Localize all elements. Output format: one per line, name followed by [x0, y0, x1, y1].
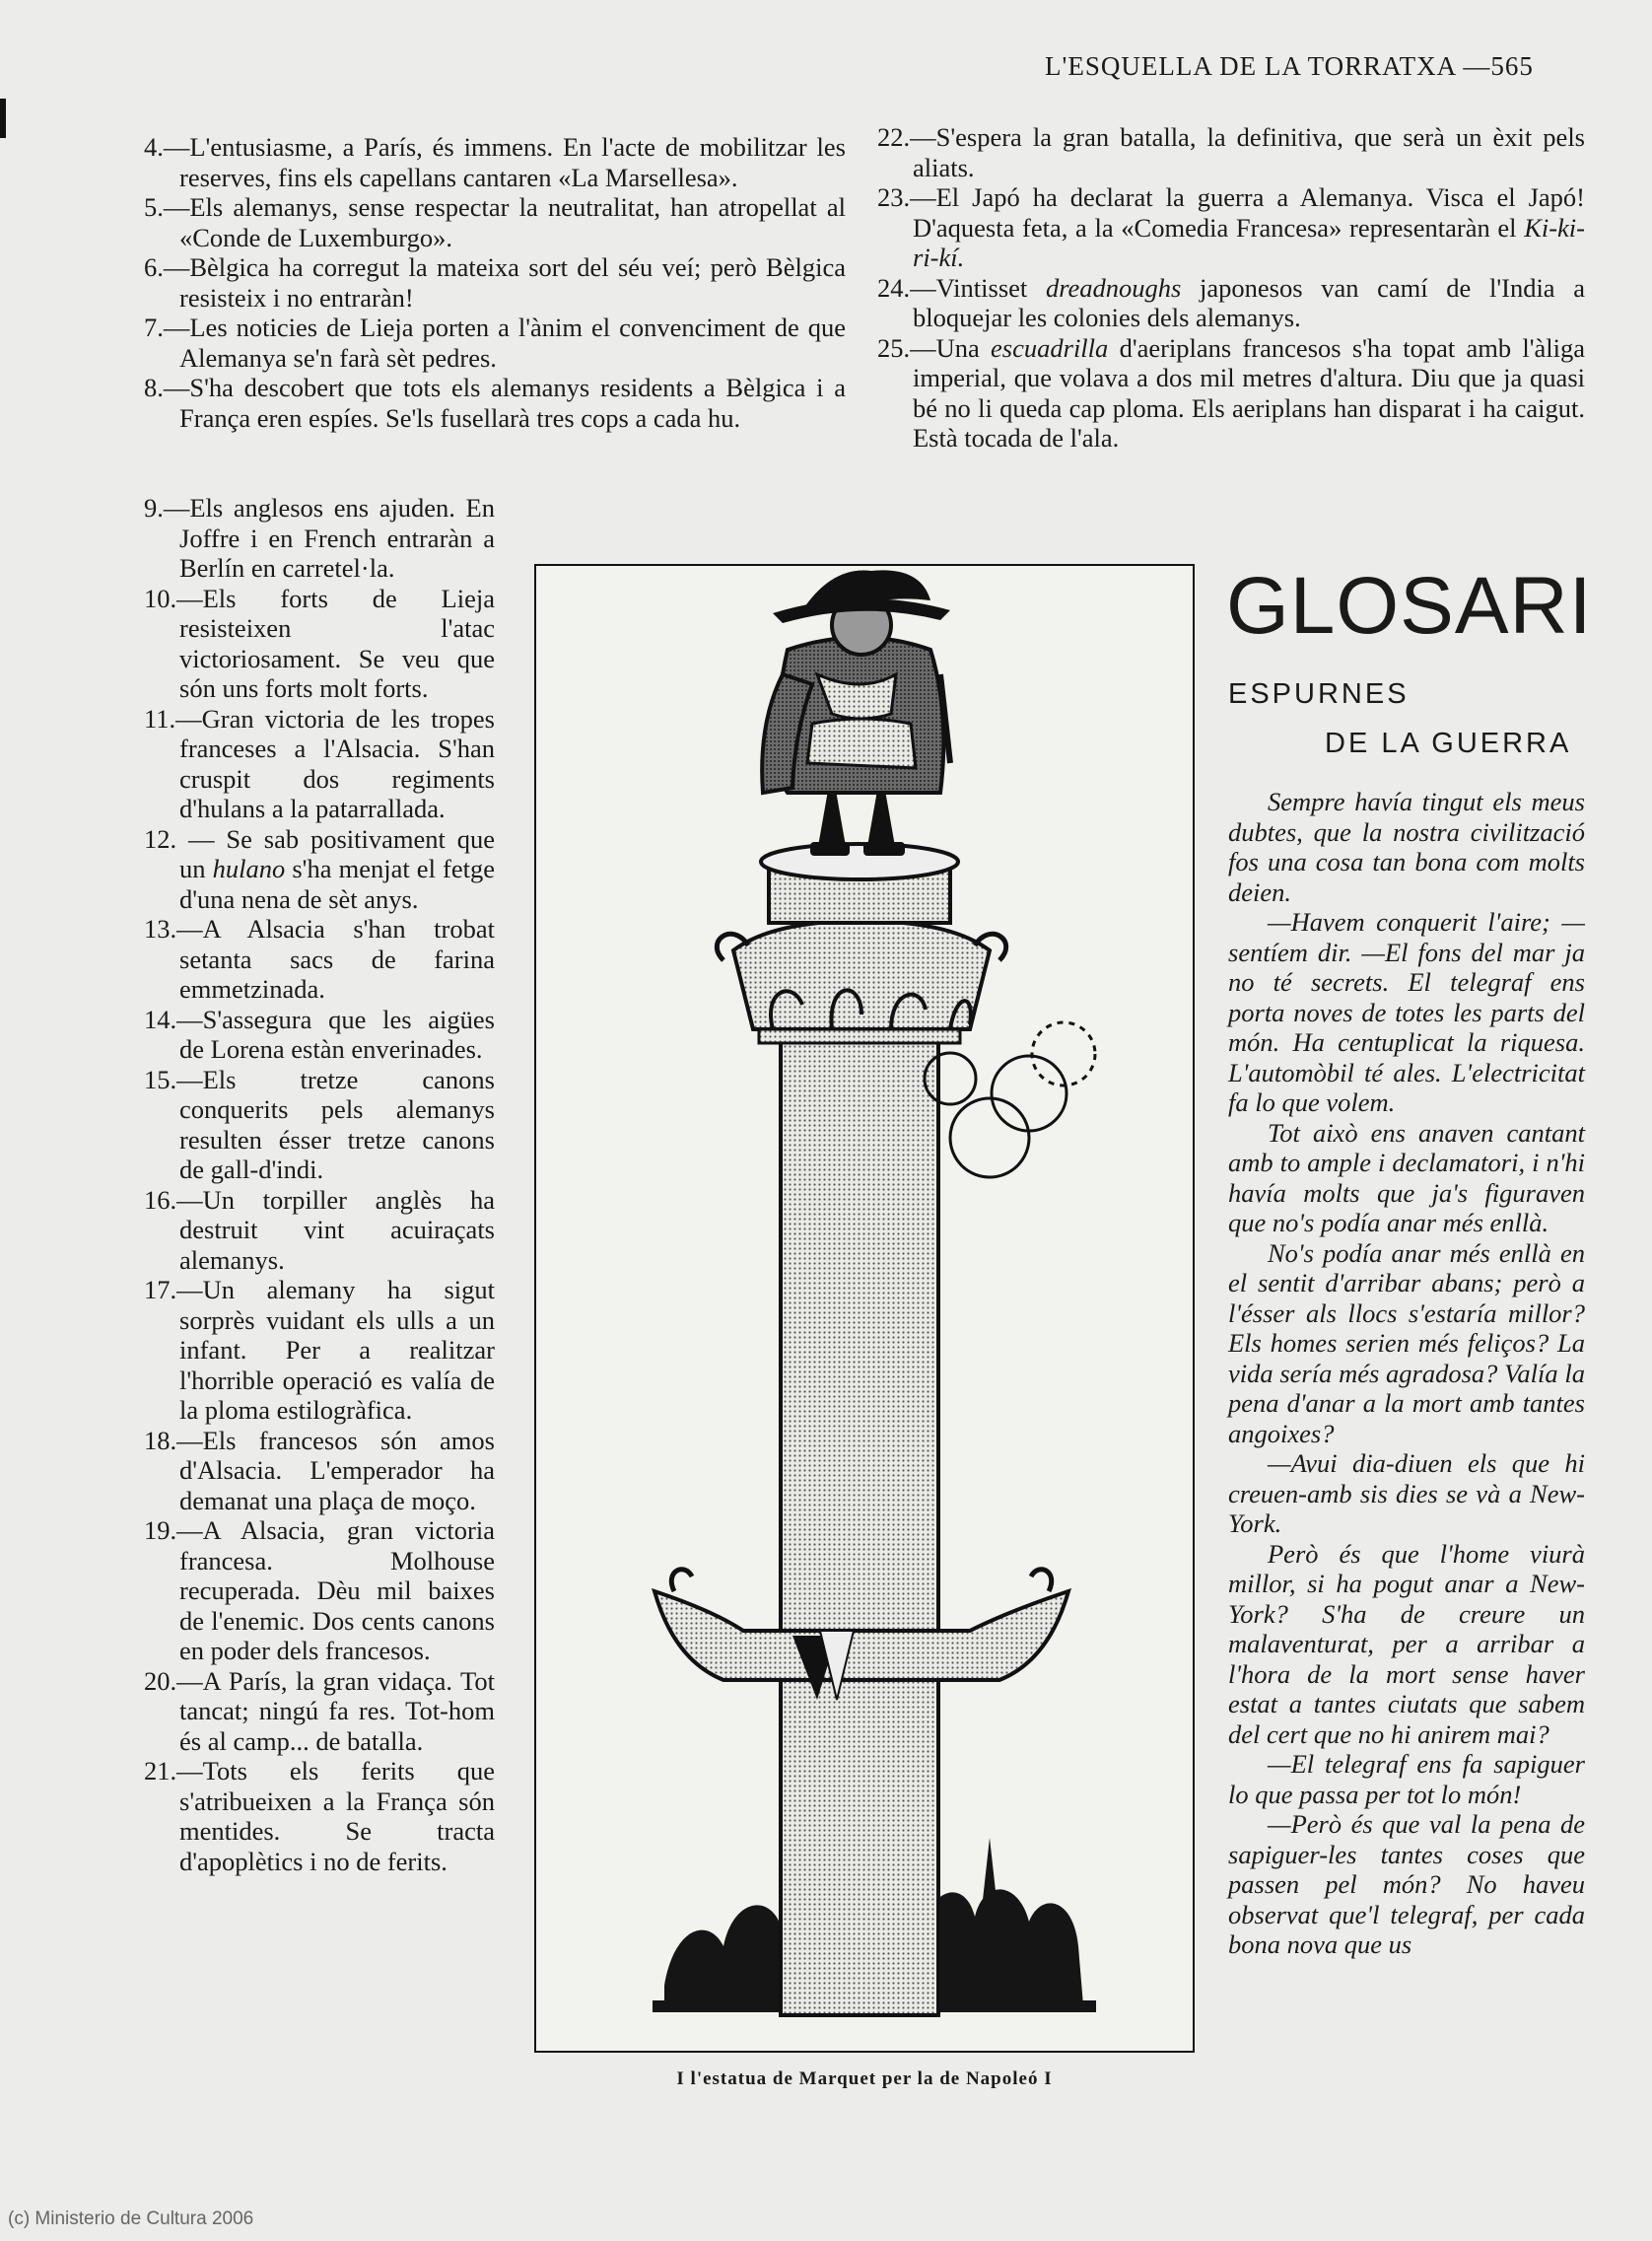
glosari-body	[1228, 787, 1585, 1960]
news-item-number: 22.—	[877, 122, 936, 152]
news-item	[144, 192, 846, 252]
glosari-paragraph: Tot això ens anaven cantant amb to ample i declamatori, i n'hi havía molts que ja's figuraven que no's podía anar més enllà.	[1228, 1117, 1585, 1237]
news-column-left-narrow	[144, 493, 495, 1876]
news-item-text: Els tretze canons conquerits pels alemanys resulten ésser tretze canons de gall-d'indi.	[179, 1064, 495, 1184]
running-header: L'ESQUELLA DE LA TORRATXA —565	[1045, 51, 1534, 81]
news-item-text: A Alsacia, gran victoria francesa. Molhouse recuperada. Dèu mil baixes de l'enemic. Dos cents canons en poder dels francesos.	[179, 1515, 495, 1665]
news-item-number: 25.—	[877, 332, 936, 363]
news-item-number: 19.—	[144, 1515, 203, 1545]
news-item-number: 7.—	[144, 313, 190, 342]
news-item-text: Els forts de Lieja resisteixen l'atac victoriosament. Se veu que són uns forts molt forts.	[179, 583, 495, 703]
news-item	[877, 333, 1585, 454]
news-item-text: d'aeriplans francesos s'ha topat amb l'àliga imperial, que volava a dos mil metres d'altura. Diu que ja quasi bé no li queda cap ploma. Els aeriplans han disparat i ha caigut. Està tocada de l'ala.	[913, 332, 1585, 453]
news-item-number: 15.—	[144, 1064, 203, 1094]
glosari-heading: GLOSARI	[1226, 561, 1593, 651]
glosari-subtitle-2: DE LA GUERRA	[1325, 728, 1572, 759]
news-item	[144, 493, 495, 584]
news-item-text: Els anglesos ens ajuden. En Joffre i en French entraràn a Berlín en carretel·la.	[179, 493, 495, 583]
news-item-number: 20.—	[144, 1665, 203, 1696]
news-item	[144, 313, 846, 373]
news-item	[144, 1756, 495, 1876]
glosari-subtitle-1: ESPURNES	[1228, 678, 1410, 710]
news-item-number: 23.—	[877, 182, 936, 212]
column-shaft	[781, 1039, 938, 2015]
news-item-text: Gran victoria de les tropes franceses a l'Alsacia. S'han cruspit dos regiments d'hulans a la patarrallada.	[179, 703, 495, 823]
news-item-number: 12. —	[144, 823, 227, 854]
cartoon-caption: I l'estatua de Marquet per la de Napoleó I	[676, 2068, 1053, 2089]
news-item-italic: dreadnoughs	[1045, 272, 1182, 303]
news-item	[877, 273, 1585, 333]
news-item-number: 10.—	[144, 583, 203, 613]
news-column-left-wide	[144, 132, 846, 433]
news-item-text: Les noticies de Lieja porten a l'ànim el convenciment de que Alemanya se'n farà sèt pedres.	[179, 313, 846, 373]
news-item-text: Bèlgica ha corregut la mateixa sort del séu veí; però Bèlgica resisteix i no entraràn!	[179, 252, 846, 313]
news-item-text: Els francesos són amos d'Alsacia. L'emperador ha demanat una plaça de moço.	[179, 1425, 495, 1515]
news-item-number: 13.—	[144, 914, 203, 944]
news-item-text: S'ha descobert que tots els alemanys residents a Bèlgica i a França eren espíes. Se'ls fusellarà tres cops a cada hu.	[179, 373, 846, 433]
news-item-number: 16.—	[144, 1184, 203, 1215]
napoleon-statue-figure	[762, 570, 950, 856]
news-item-number: 14.—	[144, 1004, 203, 1034]
smoke-puffs	[925, 1022, 1095, 1177]
glosari-paragraph: —Avui dia-diuen els que hi creuen-amb sis dies se và a New-York.	[1228, 1448, 1585, 1538]
news-item-text: s'ha menjat el fetge d'una nena de sèt anys.	[179, 854, 496, 914]
news-item-italic: Ki-ki-ri-kí.	[913, 212, 1585, 272]
glosari-paragraph: Però és que l'home viurà millor, si ha pogut anar a New-York? S'ha de creure un malaventurat, per a arribar a l'hora de la mort sense haver estat a tantes ciutats que sabem del cert que no hi anirem mai?	[1228, 1538, 1585, 1749]
news-item	[144, 1666, 495, 1757]
news-item-text: Vintisset	[935, 272, 1046, 303]
news-item	[144, 824, 495, 915]
news-item-number: 5.—	[144, 192, 190, 222]
news-item	[144, 252, 846, 313]
news-item-text: Se sab positivament que un	[179, 823, 495, 883]
glosari-paragraph: —El telegraf ens fa sapiguer lo que passa per tot lo món!	[1228, 1749, 1585, 1809]
news-item-number: 24.—	[877, 272, 936, 303]
news-item-text: S'espera la gran batalla, la definitiva, que serà un èxit pels aliats.	[913, 122, 1585, 182]
news-item-text: A París, la gran vidaça. Tot tancat; ningú fa res. Tot-hom és al camp... de batalla.	[179, 1665, 495, 1756]
news-item-italic: hulano	[212, 854, 286, 883]
news-item-text: Tots els ferits que s'atribueixen a la França són mentides. Se tracta d'apoplètics i no de ferits.	[179, 1756, 495, 1876]
news-item	[144, 1065, 495, 1185]
news-item	[877, 122, 1585, 182]
news-item	[144, 373, 846, 433]
news-item-text: A Alsacia s'han trobat setanta sacs de farina emmetzinada.	[179, 914, 495, 1004]
news-item-text: Una	[935, 332, 992, 363]
column-statue-drawing	[536, 566, 1193, 2051]
news-item-text: S'assegura que les aigües de Lorena estàn enverinades.	[179, 1004, 495, 1064]
news-item	[144, 1275, 495, 1426]
news-item	[144, 1005, 495, 1065]
news-item	[144, 1426, 495, 1516]
news-item	[144, 704, 495, 824]
news-item	[144, 1515, 495, 1666]
news-item-text: Un torpiller anglès ha destruit vint acuiraçats alemanys.	[179, 1184, 495, 1275]
cartoon-illustration	[534, 564, 1195, 2053]
news-item-number: 11.—	[144, 703, 202, 734]
news-item	[144, 914, 495, 1005]
news-item-text: L'entusiasme, a París, és immens. En l'acte de mobilitzar les reserves, fins els capellans cantaren «La Marsellesa».	[179, 132, 846, 192]
news-item	[144, 132, 846, 192]
news-item-number: 8.—	[144, 373, 190, 402]
news-item-number: 6.—	[144, 252, 190, 282]
news-item-number: 21.—	[144, 1756, 203, 1786]
news-item-number: 9.—	[144, 493, 190, 523]
glosari-paragraph: No's podía anar més enllà en el sentit d'arribar abans; però a l'ésser als llocs s'estaría millor? Els homes serien més feliços? La vida sería més agradosa? Valía la pena d'anar a la mort amb tantes angoixes?	[1228, 1237, 1585, 1448]
glosari-paragraph: —Havem conquerit l'aire; —sentíem dir. —El fons del mar ja no té secrets. El telegraf ens porta noves de totes les parts del món. Ha centuplicat la riquesa. L'automòbil té ales. L'electricitat fa lo que volem.	[1228, 907, 1585, 1117]
glosari-paragraph: Sempre havía tingut els meus dubtes, que la nostra civilització fos una cosa tan bona com molts deien.	[1228, 787, 1585, 907]
news-item-number: 4.—	[144, 132, 190, 162]
news-column-right	[877, 122, 1585, 454]
news-item-text: El Japó ha declarat la guerra a Alemanya. Visca el Japó! D'aquesta feta, a la «Comedia Francesa» representaràn el	[913, 182, 1585, 243]
news-item	[144, 584, 495, 704]
news-item-text: Els alemanys, sense respectar la neutralitat, han atropellat al «Conde de Luxemburgo».	[179, 192, 846, 252]
news-item	[144, 1185, 495, 1276]
news-item-number: 17.—	[144, 1275, 203, 1304]
news-item-italic: escuadrilla	[991, 332, 1109, 363]
news-item-text: Un alemany ha sigut sorprès vuidant els ulls a un infant. Per a realitzar l'horrible operació es valía de la ploma estilogràfica.	[179, 1275, 495, 1425]
column-top-plinth	[761, 844, 958, 879]
news-item-number: 18.—	[144, 1425, 203, 1455]
copyright-watermark: (c) Ministerio de Cultura 2006	[8, 2208, 254, 2229]
glosari-paragraph: —Però és que val la pena de sapiguer-les tantes coses que passen pel món? No haveu observat que'l telegraf, per cada bona nova que us	[1228, 1809, 1585, 1959]
scan-edge-mark	[0, 99, 6, 138]
news-item-text: japonesos van camí de l'India a bloquejar les colonies dels alemanys.	[913, 272, 1585, 332]
news-item	[877, 182, 1585, 273]
